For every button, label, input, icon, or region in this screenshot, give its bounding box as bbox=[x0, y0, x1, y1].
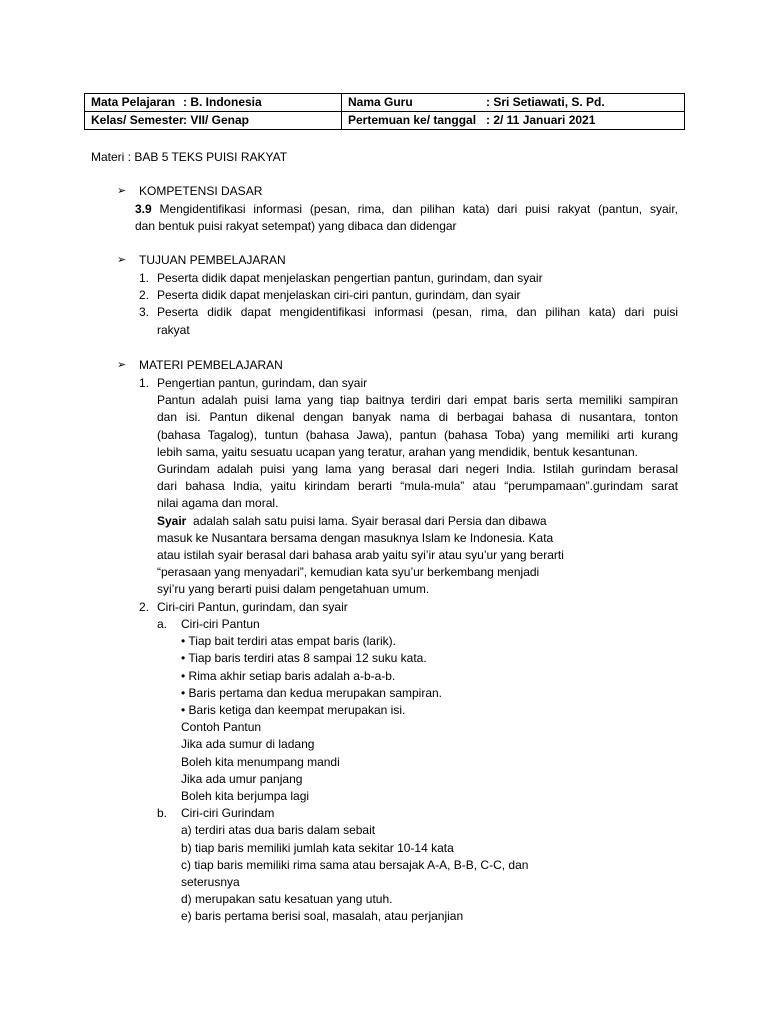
list-item: seterusnya bbox=[181, 875, 240, 890]
materi-heading: Materi : BAB 5 TEKS PUISI RAKYAT bbox=[91, 150, 288, 164]
tujuan-section bbox=[117, 252, 286, 269]
pertemuan-value: : 2/ 11 Januari 2021 bbox=[486, 113, 596, 128]
pengertian-block bbox=[139, 375, 678, 616]
kd-text bbox=[135, 201, 678, 235]
list-item: • Rima akhir setiap baris adalah a-b-a-b. bbox=[181, 668, 396, 683]
list-item: • Tiap baris terdiri atas 8 sampai 12 suku kata. bbox=[181, 651, 427, 666]
list-item: d) merupakan satu kesatuan yang utuh. bbox=[181, 892, 393, 907]
list-item: 3. Peserta didik dapat mengidentifikasi informasi (pesan, rima, dan pilihan kata) dari puisi rakyat bbox=[139, 305, 678, 337]
pantun-line: lebih sama, yaitu sesuatu ucapan yang teratur, arahan yang mendidik, bentuk kesantunan. bbox=[157, 444, 638, 459]
kelas-value: : VII/ Genap bbox=[183, 113, 250, 128]
ciri-heading: 2. Ciri-ciri Pantun, gurindam, dan syair bbox=[139, 599, 348, 614]
list-item: • Baris ketiga dan keempat merupakan isi. bbox=[181, 703, 406, 718]
syair-line: atau istilah syair berasal dari bahasa arab yaitu syi’ir atau syu’ur yang berarti bbox=[157, 548, 564, 563]
ciri-gurindam-heading: b. Ciri-ciri Gurindam bbox=[157, 806, 275, 821]
ciri-pantun-heading: a. Ciri-ciri Pantun bbox=[157, 617, 260, 631]
guru-cell bbox=[342, 94, 685, 112]
kelas-label: Kelas/ Semester bbox=[91, 113, 184, 128]
materi-pembelajaran-title: MATERI PEMBELAJARAN bbox=[139, 358, 283, 372]
tujuan-list bbox=[139, 270, 678, 339]
syair-word: Syair bbox=[157, 513, 187, 528]
kd-section bbox=[117, 183, 262, 200]
gurindam-line: dari bahasa India, yaitu kirindam berarti “mula-mula” atau “perumpamaan”.gurindam sarat bbox=[157, 479, 678, 494]
arrow-bullet-icon: ➢ bbox=[117, 359, 127, 371]
syair-line: “perasaan yang menyadari”, kemudian kata syu’ur berkembang menjadi bbox=[157, 565, 540, 580]
kd-number: 3.9 bbox=[135, 202, 152, 216]
list-item: b) tiap baris memiliki jumlah kata sekitar 10-14 kata bbox=[181, 840, 454, 855]
kd-title: KOMPETENSI DASAR bbox=[139, 184, 263, 198]
kd-text-line2: dan bentuk puisi rakyat setempat) yang dibaca dan didengar bbox=[135, 219, 457, 234]
tujuan-title: TUJUAN PEMBELAJARAN bbox=[139, 253, 286, 267]
pantun-line: (bahasa Tagalog), tuntun (bahasa Jawa), pantun (bahasa Toba) yang memiliki arti kurang bbox=[157, 427, 678, 442]
header-table bbox=[84, 93, 685, 130]
list-item: • Baris pertama dan kedua merupakan sampiran. bbox=[181, 685, 443, 700]
list-item: c) tiap baris memiliki rima sama atau bersajak A-A, B-B, C-C, dan bbox=[181, 857, 529, 872]
contoh-line: Jika ada sumur di ladang bbox=[181, 737, 315, 752]
pantun-line: Pantun adalah puisi lama yang tiap baitnya terdiri dari empat baris serta memiliki sampiran bbox=[157, 393, 678, 408]
contoh-line: Boleh kita menumpang mandi bbox=[181, 754, 340, 769]
syair-line: Syair adalah salah satu puisi lama. Syair berasal dari Persia dan dibawa bbox=[157, 513, 547, 528]
pengertian-heading: 1. Pengertian pantun, gurindam, dan syair bbox=[139, 376, 368, 390]
pertemuan-label: Pertemuan ke/ tanggal bbox=[348, 113, 477, 128]
kd-text-line1: Mengidentifikasi informasi (pesan, rima, dan pilihan kata) dari puisi rakyat (pantun, syair, bbox=[151, 202, 678, 216]
list-item: 1. Peserta didik dapat menjelaskan pengertian pantun, gurindam, dan syair bbox=[139, 271, 543, 285]
contoh-pantun-title: Contoh Pantun bbox=[181, 720, 262, 735]
mapel-value: : B. Indonesia bbox=[183, 95, 262, 109]
syair-line: syi’ru yang berarti puisi dalam pengetahuan umum. bbox=[157, 582, 430, 597]
mapel-label: Mata Pelajaran bbox=[91, 95, 176, 109]
kelas-cell bbox=[85, 112, 342, 130]
gurindam-line: Gurindam adalah puisi yang lama yang berasal dari negeri India. Istilah gurindam berasal bbox=[157, 462, 678, 477]
arrow-bullet-icon: ➢ bbox=[117, 254, 127, 266]
list-item: e) baris pertama berisi soal, masalah, atau perjanjian bbox=[181, 909, 464, 924]
materi-pembelajaran-section bbox=[117, 357, 283, 374]
pertemuan-cell bbox=[342, 112, 685, 130]
guru-label: Nama Guru bbox=[348, 95, 413, 109]
list-item: 2. Peserta didik dapat menjelaskan ciri-ciri pantun, gurindam, dan syair bbox=[139, 288, 521, 303]
list-item: • Tiap bait terdiri atas empat baris (larik). bbox=[181, 634, 396, 649]
arrow-bullet-icon: ➢ bbox=[117, 185, 127, 197]
syair-line: masuk ke Nusantara bersama dengan masuknya Islam ke Indonesia. Kata bbox=[157, 530, 554, 545]
contoh-line: Boleh kita berjumpa lagi bbox=[181, 789, 310, 804]
gurindam-line: nilai agama dan moral. bbox=[157, 496, 279, 511]
ciri-pantun-block bbox=[157, 616, 678, 926]
contoh-line: Jika ada umur panjang bbox=[181, 771, 303, 786]
list-item: a) terdiri atas dua baris dalam sebait bbox=[181, 823, 376, 838]
pantun-line: dan isi. Pantun dikenal dengan banyak nama di berbagai bahasa di nusantara, tonton bbox=[157, 410, 678, 425]
guru-value: : Sri Setiawati, S. Pd. bbox=[486, 95, 605, 109]
mapel-cell bbox=[85, 94, 342, 112]
